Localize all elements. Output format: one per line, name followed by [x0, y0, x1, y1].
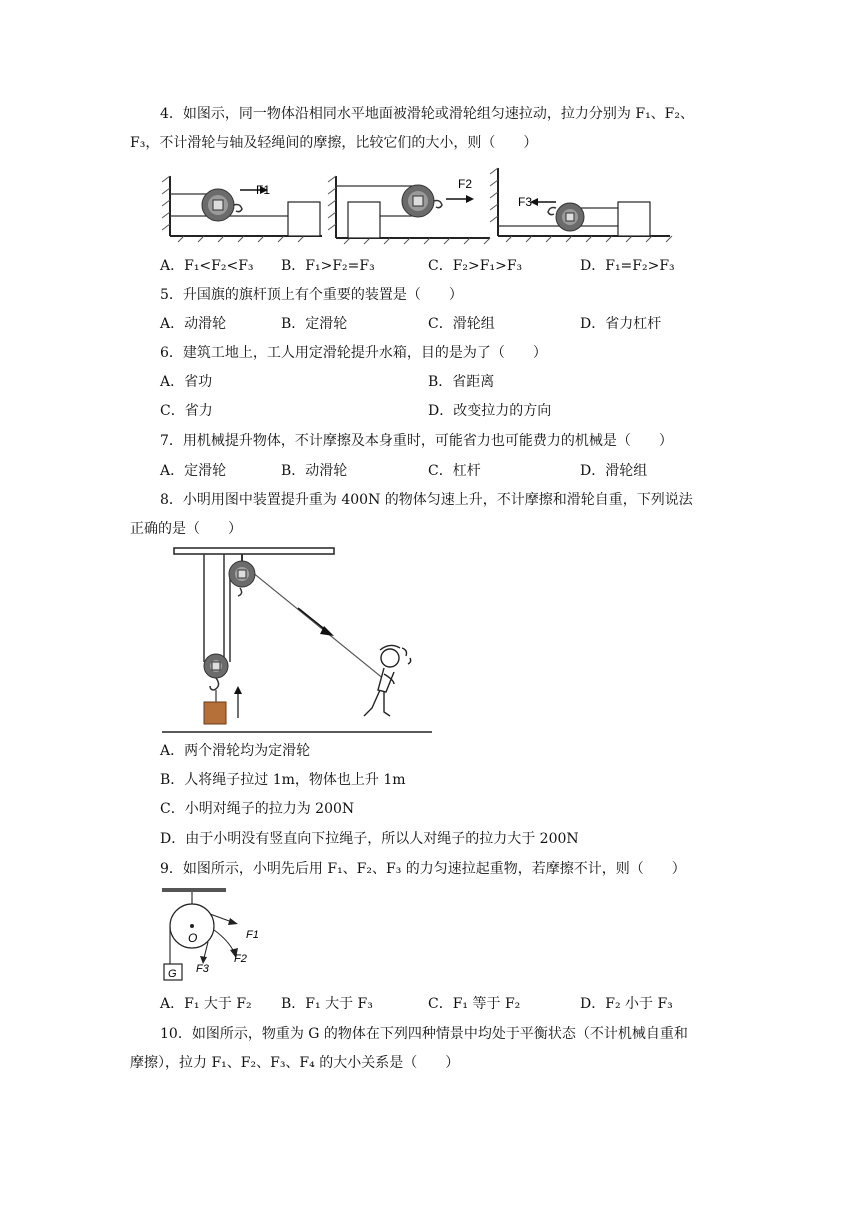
q9-label-f1: F1	[246, 929, 259, 941]
q6-option-b[interactable]: B．省距离	[428, 374, 495, 390]
q10-stem-line2: 摩擦），拉力 F₁、F₂、F₃、F₄ 的大小关系是（ ）	[130, 1055, 460, 1071]
q9-label-g: G	[168, 968, 177, 980]
q7-option-a[interactable]: A．定滑轮	[160, 463, 227, 479]
q5-option-b[interactable]: B．定滑轮	[281, 316, 348, 332]
q9-option-c[interactable]: C．F₁ 等于 F₂	[428, 996, 521, 1012]
q5-option-c[interactable]: C．滑轮组	[428, 316, 495, 332]
q6-option-a[interactable]: A．省功	[160, 374, 213, 390]
q7-option-d[interactable]: D．滑轮组	[580, 463, 648, 479]
q6-option-c[interactable]: C．省力	[160, 403, 213, 419]
q4-label-f1: F1	[256, 183, 271, 197]
q4-stem-line1: 4．如图示，同一物体沿相同水平地面被滑轮或滑轮组匀速拉动，拉力分别为 F₁、F₂、	[160, 106, 695, 122]
q7-option-c[interactable]: C．杠杆	[428, 463, 481, 479]
q4-figure-2	[328, 176, 490, 244]
q4-label-f3: F3	[518, 195, 533, 209]
q5-stem: 5．升国旗的旗杆顶上有个重要的装置是（ ）	[160, 287, 463, 303]
q4-figure-1	[162, 176, 322, 242]
q4-pulley-figures	[160, 166, 680, 246]
q8-option-c[interactable]: C．小明对绳子的拉力为 200N	[160, 801, 355, 817]
q4-option-a[interactable]: A．F₁<F₂<F₃	[160, 258, 254, 274]
q9-option-a[interactable]: A．F₁ 大于 F₂	[160, 996, 252, 1012]
q8-stem-line1: 8．小明用图中装置提升重为 400N 的物体匀速上升，不计摩擦和滑轮自重，下列说法	[160, 492, 693, 508]
q8-option-b[interactable]: B．人将绳子拉过 1m，物体也上升 1m	[160, 772, 406, 788]
q9-stem: 9．如图所示，小明先后用 F₁、F₂、F₃ 的力匀速拉起重物，若摩擦不计，则（ ）	[160, 861, 686, 877]
q4-figure-3	[490, 168, 672, 242]
q9-pulley-figure	[156, 886, 276, 986]
q4-option-b[interactable]: B．F₁>F₂=F₃	[281, 258, 375, 274]
q4-label-f2: F2	[458, 177, 473, 191]
q5-option-d[interactable]: D．省力杠杆	[580, 316, 662, 332]
q6-option-d[interactable]: D．改变拉力的方向	[428, 403, 552, 419]
q6-stem: 6．建筑工地上，工人用定滑轮提升水箱，目的是为了（ ）	[160, 345, 547, 361]
q8-option-d[interactable]: D．由于小明没有竖直向下拉绳子，所以人对绳子的拉力大于 200N	[160, 831, 579, 847]
q8-pulley-figure	[158, 546, 438, 736]
q9-option-b[interactable]: B．F₁ 大于 F₃	[281, 996, 373, 1012]
q4-option-c[interactable]: C．F₂>F₁>F₃	[428, 258, 523, 274]
q9-label-f2: F2	[234, 953, 247, 965]
q4-stem-line2: F₃，不计滑轮与轴及轻绳间的摩擦，比较它们的大小，则（ ）	[130, 135, 538, 151]
q8-stem-line2: 正确的是（ ）	[130, 521, 242, 537]
q7-stem: 7．用机械提升物体，不计摩擦及本身重时，可能省力也可能费力的机械是（ ）	[160, 433, 673, 449]
q9-label-f3: F3	[196, 963, 209, 975]
q9-option-d[interactable]: D．F₂ 小于 F₃	[580, 996, 673, 1012]
q7-option-b[interactable]: B．动滑轮	[281, 463, 348, 479]
q10-stem-line1: 10．如图所示，物重为 G 的物体在下列四种情景中均处于平衡状态（不计机械自重和	[160, 1026, 688, 1042]
q5-option-a[interactable]: A．动滑轮	[160, 316, 227, 332]
q4-option-d[interactable]: D．F₁=F₂>F₃	[580, 258, 675, 274]
q9-label-o: O	[188, 931, 198, 945]
q8-option-a[interactable]: A．两个滑轮均为定滑轮	[160, 743, 311, 759]
